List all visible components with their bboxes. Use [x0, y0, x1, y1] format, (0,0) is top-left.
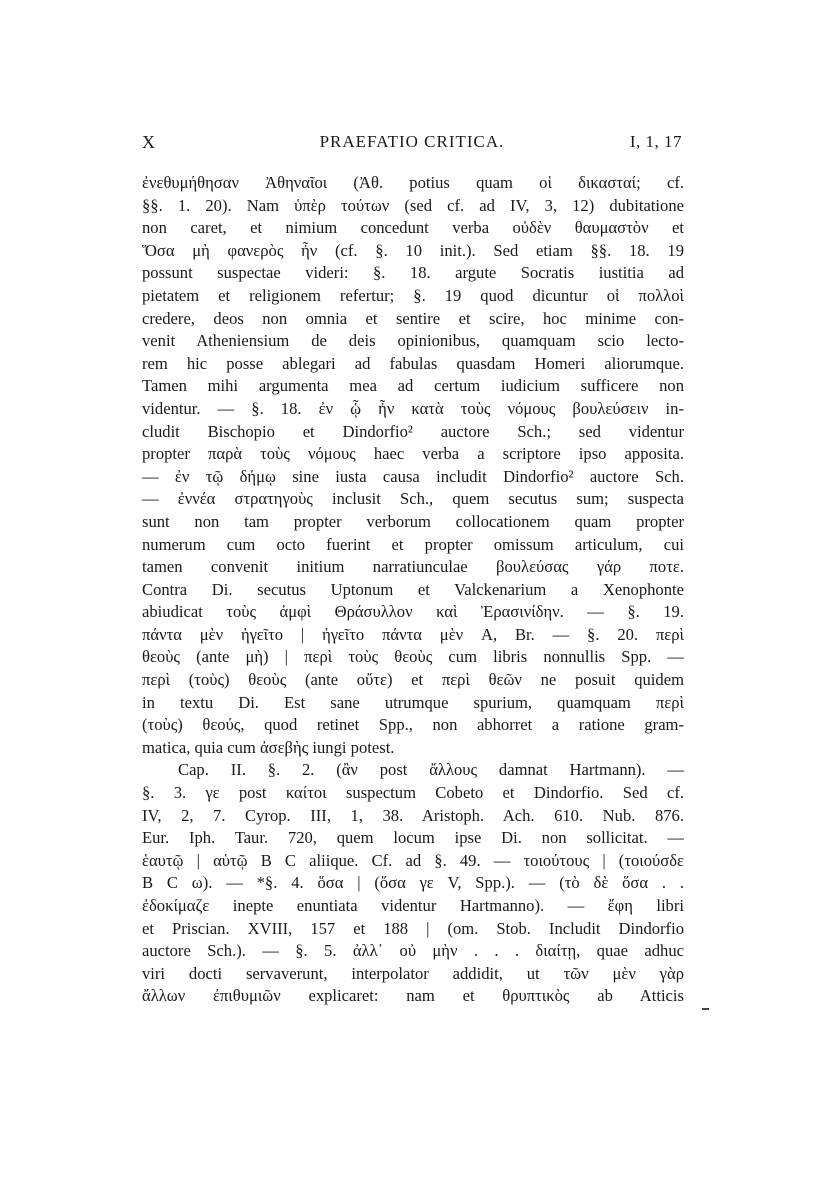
- chapter-reference: I, 1, 17: [629, 132, 682, 151]
- paragraph-start-line: Cap. II. §. 2. (ἂν post ἄλλους damnat Hartmann). —: [178, 760, 684, 780]
- text-line: §. 3. γε post καίτοι suspectum Cobeto et Dindorfio. Sed cf.: [142, 783, 684, 803]
- text-line: numerum cum octo fuerint et propter omissum articulum, cui: [142, 534, 684, 554]
- text-line: Eur. Iph. Taur. 720, quem locum ipse Di. non sollicitat. —: [142, 828, 684, 848]
- text-line: pietatem et religionem refertur; §. 19 quod dicuntur οἱ πολλοὶ: [142, 285, 684, 305]
- text-line: IV, 2, 7. Cyrop. III, 1, 38. Aristoph. Ach. 610. Nub. 876.: [142, 805, 684, 825]
- text-line: Ὅσα μὴ φανερὸς ἦν (cf. §. 10 init.). Sed etiam §§. 18. 19: [142, 240, 684, 260]
- text-line: auctore Sch.). — §. 5. ἀλλ᾽ οὐ μὴν . . . διαίτῃ, quae adhuc: [142, 941, 684, 961]
- text-line: §§. 1. 20). Nam ὑπὲρ τούτων (sed cf. ad IV, 3, 12) dubitatione: [142, 195, 684, 215]
- text-line: ἑαυτῷ | αὑτῷ B C aliique. Cf. ad §. 49. — τοιούτους | (τοιούσδε: [142, 850, 684, 870]
- text-line: non caret, et nimium concedunt verba οὐδὲν θαυμαστὸν et: [142, 218, 684, 238]
- text-line: cludit Bischopio et Dindorfio² auctore Sch.; sed videntur: [142, 421, 684, 441]
- text-line: credere, deos non omnia et sentire et scire, hoc minime con-: [142, 308, 684, 328]
- text-line: sunt non tam propter verborum collocationem quam propter: [142, 511, 684, 531]
- text-line: rem hic posse ablegari ad fabulas quasdam Homeri aliorumque.: [142, 353, 684, 373]
- page-number: X: [142, 132, 156, 152]
- margin-mark: [702, 1008, 709, 1010]
- text-line: Contra Di. secutus Uptonum et Valckenarium a Xenophonte: [142, 579, 684, 599]
- text-line: Tamen mihi argumenta mea ad certum iudicium sufficere non: [142, 376, 684, 396]
- text-line: videntur. — §. 18. ἐν ᾧ ἦν κατὰ τοὺς νόμους βουλεύσειν in-: [142, 398, 684, 418]
- critical-apparatus-text: [142, 172, 684, 1008]
- text-line: — ἐν τῷ δήμῳ sine iusta causa includit Dindorfio² auctore Sch.: [142, 466, 684, 486]
- text-line: abiudicat τοὺς ἀμφὶ Θράσυλλον καὶ Ἐρασινίδην. — §. 19.: [142, 602, 684, 622]
- running-header: [142, 132, 682, 156]
- text-line: θεοὺς (ante μὴ) | περὶ τοὺς θεοὺς cum libris nonnullis Spp. —: [142, 647, 684, 667]
- text-line: B C ω). — *§. 4. ὅσα | (ὅσα γε V, Spp.). — (τὸ δὲ ὅσα . .: [142, 873, 684, 893]
- text-line: tamen convenit initium narratiunculae βουλεύσας γάρ ποτε.: [142, 557, 684, 577]
- text-line: viri docti servaverunt, interpolator addidit, ut τῶν μὲν γὰρ: [142, 963, 684, 983]
- text-line: in textu Di. Est sane utrumque spurium, quamquam περὶ: [142, 692, 684, 712]
- text-line: πάντα μὲν ἡγεῖτο | ἡγεῖτο πάντα μὲν A, Br. — §. 20. περὶ: [142, 624, 684, 644]
- text-line: venit Atheniensium de deis opinionibus, quamquam scio lecto-: [142, 331, 684, 351]
- text-line: — ἐννέα στρατηγοὺς inclusit Sch., quem secutus sum; suspecta: [142, 489, 684, 509]
- text-line: ἐδοκίμαζε inepte enuntiata videntur Hartmanno). — ἔφη libri: [142, 896, 684, 915]
- text-line: ἐνεθυμήθησαν Ἀθηναῖοι (Ἀθ. potius quam οἱ δικασταί; cf.: [142, 173, 684, 192]
- text-line: possunt suspectae videri: §. 18. argute Socratis iustitia ad: [142, 263, 684, 283]
- text-line: (τοὺς) θεούς, quod retinet Spp., non abhorret a ratione gram-: [142, 715, 684, 735]
- text-line: et Priscian. XVIII, 157 et 188 | (om. Stob. Includit Dindorfio: [142, 918, 684, 938]
- text-line: περὶ (τοὺς) θεοὺς (ante οὔτε) et περὶ θεῶν ne posuit quidem: [142, 670, 684, 690]
- text-line: ἄλλων ἐπιθυμιῶν explicaret: nam et θρυπτικὸς ab Atticis: [142, 986, 684, 1006]
- paragraph-end-line: matica, quia cum ἀσεβὴς iungi potest.: [142, 737, 395, 757]
- running-title: PRAEFATIO CRITICA.: [319, 132, 505, 151]
- text-line: propter παρὰ τοὺς νόμους haec verba a scriptore ipso apposita.: [142, 444, 684, 464]
